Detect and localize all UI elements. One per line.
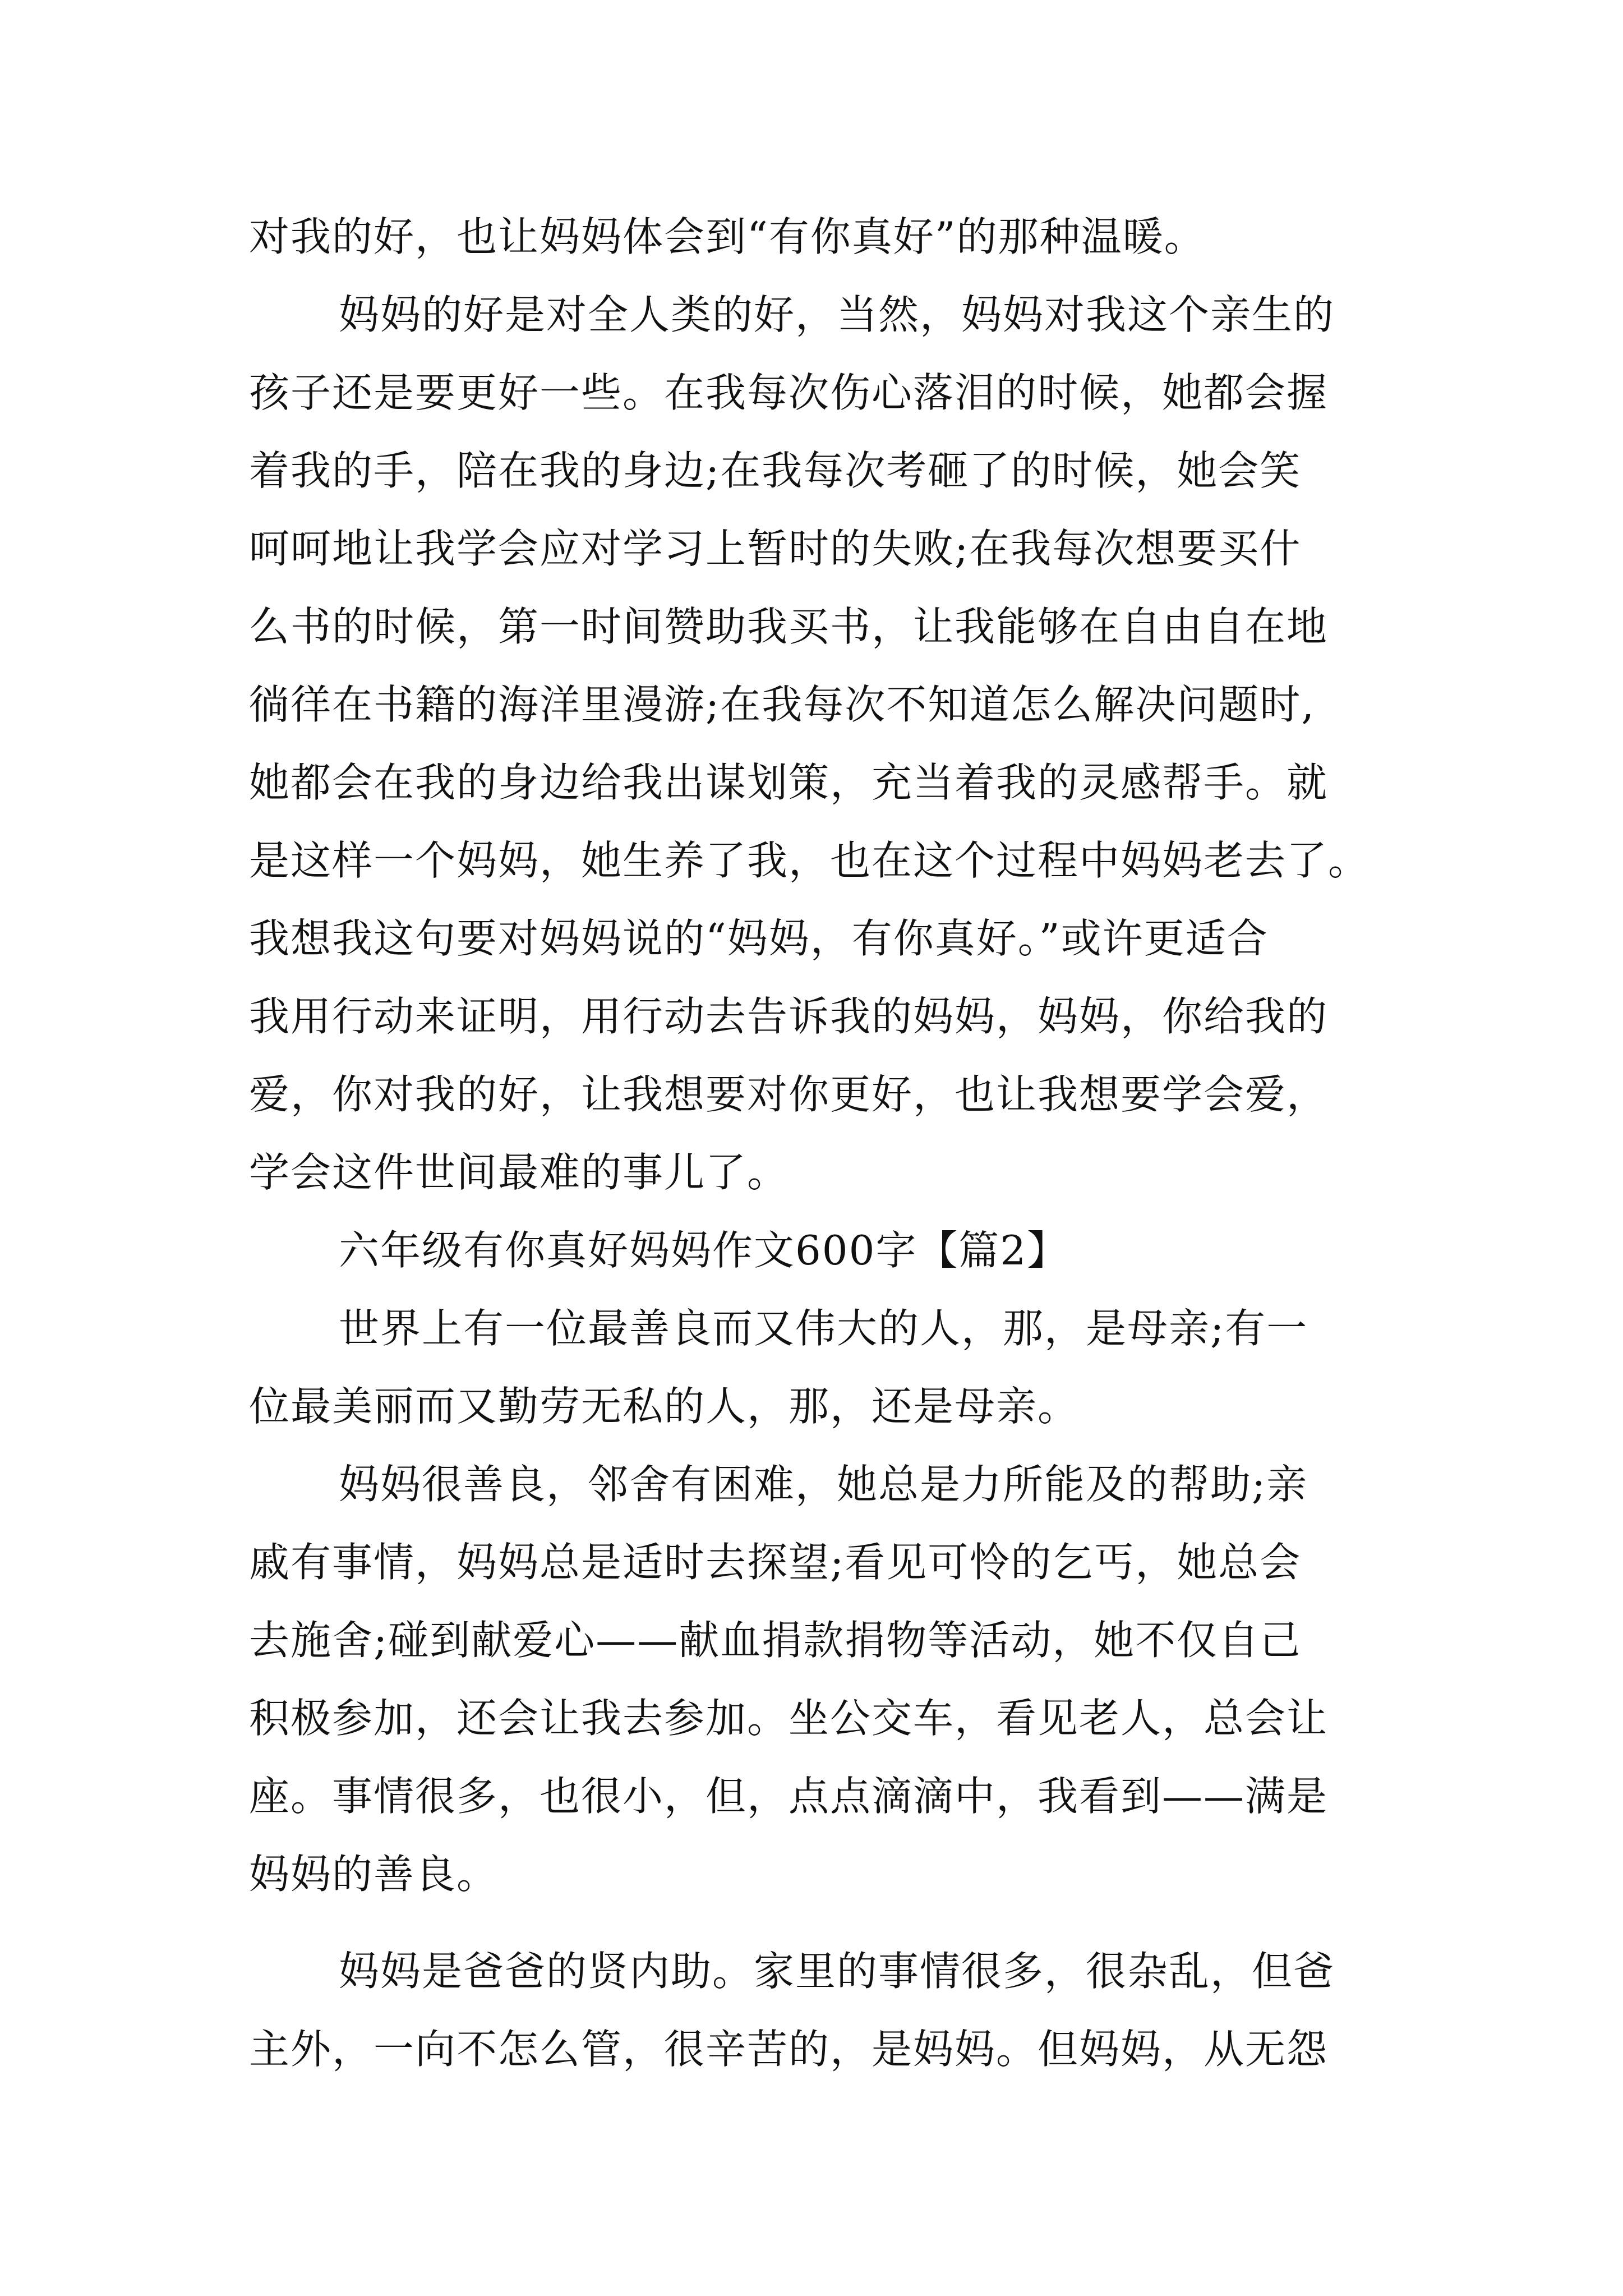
text-line: 我用行动来证明，用行动去告诉我的妈妈，妈妈，你给我的 xyxy=(249,993,1329,1040)
section-heading: 六年级有你真好妈妈作文600字【篇2】 xyxy=(339,1227,1069,1274)
paragraph-start-line: 妈妈很善良，邻舍有困难，她总是力所能及的帮助;亲 xyxy=(339,1461,1308,1508)
text-line: 戚有事情，妈妈总是适时去探望;看见可怜的乞丐，她总会 xyxy=(249,1539,1302,1586)
text-line: 妈妈的善良。 xyxy=(249,1851,499,1898)
text-line: 呵呵地让我学会应对学习上暂时的失败;在我每次想要买什 xyxy=(249,525,1302,572)
text-line: 座。事情很多，也很小，但，点点滴滴中，我看到——满是 xyxy=(249,1773,1329,1820)
text-line: 她都会在我的身边给我出谋划策，充当着我的灵感帮手。就 xyxy=(249,759,1329,806)
paragraph-start-line: 世界上有一位最善良而又伟大的人，那，是母亲;有一 xyxy=(339,1305,1308,1352)
text-line: 徜徉在书籍的海洋里漫游;在我每次不知道怎么解决问题时, xyxy=(249,681,1316,728)
paragraph-start-line: 妈妈是爸爸的贤内助。家里的事情很多，很杂乱，但爸 xyxy=(339,1948,1335,1995)
text-line: 位最美丽而又勤劳无私的人，那，还是母亲。 xyxy=(249,1383,1080,1430)
text-line: 着我的手，陪在我的身边;在我每次考砸了的时候，她会笑 xyxy=(249,447,1302,494)
paragraph-start-line: 妈妈的好是对全人类的好，当然，妈妈对我这个亲生的 xyxy=(339,291,1335,338)
text-line: 学会这件世间最难的事儿了。 xyxy=(249,1149,789,1196)
text-line: 对我的好，也让妈妈体会到“有你真好”的那种温暖。 xyxy=(249,213,1206,260)
text-line: 去施舍;碰到献爱心——献血捐款捐物等活动，她不仅自己 xyxy=(249,1617,1302,1664)
text-line: 主外，一向不怎么管，很辛苦的，是妈妈。但妈妈，从无怨 xyxy=(249,2026,1329,2073)
text-line: 我想我这句要对妈妈说的“妈妈，有你真好。”或许更适合 xyxy=(249,915,1269,962)
text-line: 爱，你对我的好，让我想要对你更好，也让我想要学会爱， xyxy=(249,1071,1329,1118)
text-line: 积极参加，还会让我去参加。坐公交车，看见老人，总会让 xyxy=(249,1695,1329,1742)
text-line: 是这样一个妈妈，她生养了我，也在这个过程中妈妈老去了。 xyxy=(249,837,1370,884)
text-line: 么书的时候，第一时间赞助我买书，让我能够在自由自在地 xyxy=(249,603,1329,650)
text-line: 孩子还是要更好一些。在我每次伤心落泪的时候，她都会握 xyxy=(249,369,1329,416)
